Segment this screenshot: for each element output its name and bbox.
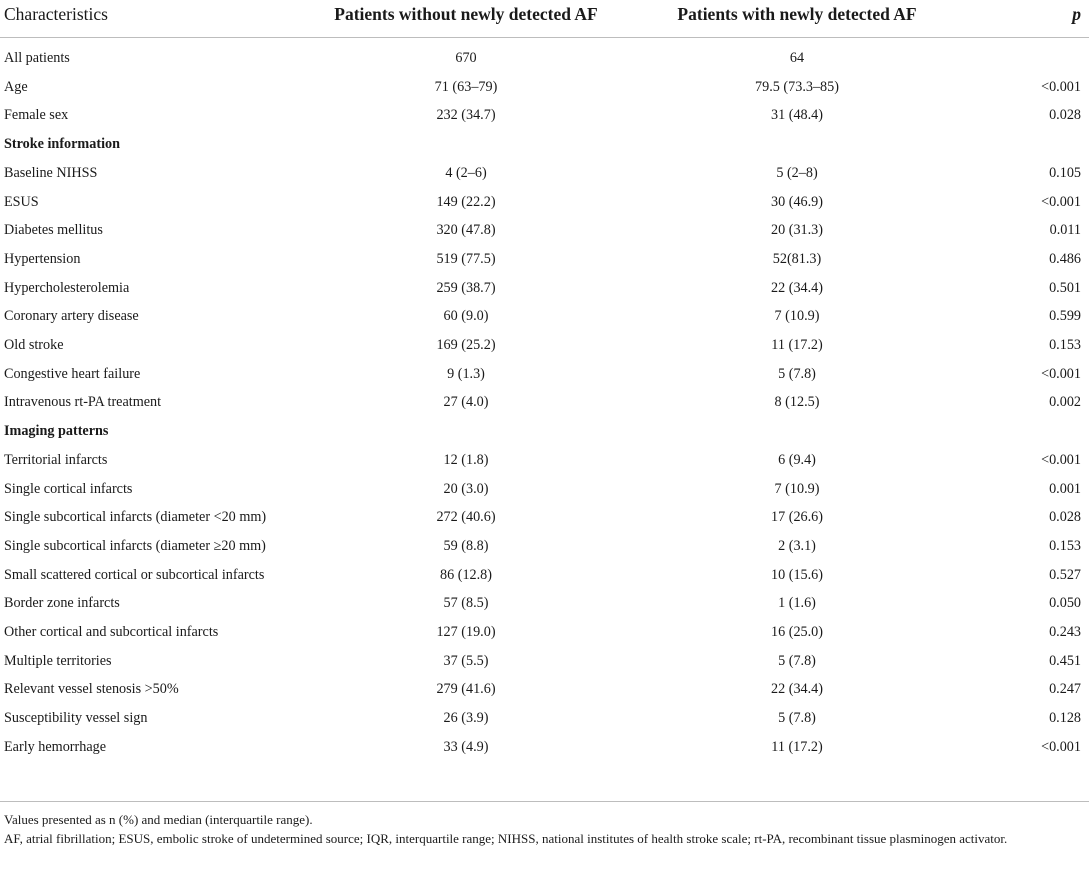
cell-with-af: 22 (34.4) <box>770 681 823 698</box>
cell-without-af: 169 (25.2) <box>436 337 496 354</box>
row-label: Congestive heart failure <box>4 365 141 382</box>
cell-with-af: 2 (3.1) <box>778 537 816 554</box>
cell-p-value: 0.247 <box>1049 681 1081 698</box>
table-row <box>0 302 1089 331</box>
table-row <box>0 274 1089 303</box>
cell-with-af: 20 (31.3) <box>770 222 823 239</box>
cell-p-value: 0.501 <box>1049 279 1081 296</box>
cell-without-af: 71 (63–79) <box>434 78 498 95</box>
table-row <box>0 216 1089 245</box>
cell-without-af: 12 (1.8) <box>443 451 489 468</box>
cell-p-value: 0.105 <box>1049 164 1081 181</box>
cell-with-af: 22 (34.4) <box>770 279 823 296</box>
cell-p-value: 0.486 <box>1049 250 1081 267</box>
cell-with-af: 5 (2–8) <box>776 164 818 181</box>
cell-without-af: 59 (8.8) <box>443 537 489 554</box>
cell-p-value: 0.011 <box>1049 222 1081 239</box>
cell-p-value: 0.527 <box>1049 566 1081 583</box>
cell-with-af: 10 (15.6) <box>770 566 823 583</box>
table-row <box>0 446 1089 475</box>
table-row <box>0 561 1089 590</box>
section-row <box>0 130 1089 159</box>
cell-with-af <box>612 130 982 159</box>
header-with-af: Patients with newly detected AF <box>612 0 982 38</box>
table-row <box>0 475 1089 504</box>
row-label: Small scattered cortical or subcortical infarcts <box>4 566 265 583</box>
table-row <box>0 38 1089 73</box>
table-row <box>0 73 1089 102</box>
cell-without-af <box>320 130 612 159</box>
cell-with-af: 17 (26.6) <box>770 509 823 526</box>
cell-with-af: 64 <box>789 50 805 66</box>
cell-p-value: 0.050 <box>1049 595 1081 612</box>
row-label: Hypertension <box>4 250 81 267</box>
cell-p-value: <0.001 <box>1041 451 1081 468</box>
row-label: Early hemorrhage <box>4 738 107 755</box>
cell-p-value: <0.001 <box>1041 78 1081 95</box>
table-body <box>0 38 1089 762</box>
table-row <box>0 360 1089 389</box>
header-without-af: Patients without newly detected AF <box>320 0 612 38</box>
cell-without-af: 519 (77.5) <box>436 250 496 267</box>
table-row <box>0 245 1089 274</box>
cell-without-af: 670 <box>455 50 477 66</box>
cell-without-af: 232 (34.7) <box>436 107 496 124</box>
table-row <box>0 704 1089 733</box>
row-label: Territorial infarcts <box>4 451 108 468</box>
row-label: Single subcortical infarcts (diameter ≥20 mm) <box>4 537 266 554</box>
row-label: Old stroke <box>4 337 64 354</box>
cell-without-af: 259 (38.7) <box>436 279 496 296</box>
cell-p-value: 0.002 <box>1049 394 1081 411</box>
table-row <box>0 532 1089 561</box>
cell-with-af: 8 (12.5) <box>774 394 820 411</box>
cell-p-value: 0.599 <box>1049 308 1081 325</box>
row-label: Female sex <box>4 107 69 124</box>
row-label: ESUS <box>4 193 39 210</box>
cell-without-af: 26 (3.9) <box>443 710 489 727</box>
table-row <box>0 503 1089 532</box>
table-footnotes <box>0 801 1089 848</box>
cell-with-af: 11 (17.2) <box>771 337 823 354</box>
cell-without-af: 20 (3.0) <box>443 480 489 497</box>
cell-with-af: 7 (10.9) <box>774 308 820 325</box>
cell-p-value: <0.001 <box>1041 738 1081 755</box>
cell-p-value <box>982 130 1089 159</box>
cell-with-af: 7 (10.9) <box>774 480 820 497</box>
row-label: Baseline NIHSS <box>4 164 98 181</box>
cell-with-af <box>612 417 982 446</box>
row-label: Diabetes mellitus <box>4 222 103 239</box>
table-row <box>0 101 1089 130</box>
table-row <box>0 733 1089 762</box>
cell-without-af <box>320 417 612 446</box>
cell-without-af: 86 (12.8) <box>439 566 492 583</box>
table-header <box>0 0 1089 38</box>
cell-p-value <box>982 417 1089 446</box>
cell-without-af: 272 (40.6) <box>436 509 496 526</box>
cell-without-af: 4 (2–6) <box>445 164 487 181</box>
row-label: Border zone infarcts <box>4 595 120 612</box>
cell-p-value <box>982 38 1089 73</box>
cell-p-value: 0.028 <box>1049 509 1081 526</box>
row-label: Single subcortical infarcts (diameter <20 mm) <box>4 509 267 526</box>
row-label: Other cortical and subcortical infarcts <box>4 624 219 641</box>
cell-with-af: 52(81.3) <box>772 250 822 267</box>
row-label: Imaging patterns <box>4 423 109 440</box>
cell-p-value: <0.001 <box>1041 193 1081 210</box>
row-label: Stroke information <box>4 136 120 153</box>
row-label: Intravenous rt-PA treatment <box>4 394 162 411</box>
table-row <box>0 388 1089 417</box>
row-label: Age <box>4 78 28 95</box>
table-row <box>0 159 1089 188</box>
table-row <box>0 647 1089 676</box>
cell-p-value: 0.153 <box>1049 537 1081 554</box>
cell-without-af: 320 (47.8) <box>436 222 496 239</box>
cell-with-af: 5 (7.8) <box>778 365 816 382</box>
footnote-abbreviations: AF, atrial fibrillation; ESUS, embolic stroke of undetermined source; IQR, interquartile range; NIHSS, national institutes of health stroke scale; rt-PA, recombinant tissue plasminogen activator. <box>4 830 1008 846</box>
row-label: Susceptibility vessel sign <box>4 710 148 727</box>
row-label: All patients <box>4 50 70 66</box>
header-p-value: p <box>982 0 1089 38</box>
row-label: Multiple territories <box>4 652 112 669</box>
cell-p-value: 0.451 <box>1049 652 1081 669</box>
cell-without-af: 33 (4.9) <box>443 738 489 755</box>
table-row <box>0 188 1089 217</box>
cell-without-af: 37 (5.5) <box>443 652 489 669</box>
cell-with-af: 5 (7.8) <box>778 652 816 669</box>
row-label: Coronary artery disease <box>4 308 139 325</box>
header-row <box>0 0 1089 38</box>
row-label: Hypercholesterolemia <box>4 279 130 296</box>
footnote-values: Values presented as n (%) and median (interquartile range). <box>4 812 313 827</box>
cell-without-af: 127 (19.0) <box>436 624 496 641</box>
cell-with-af: 5 (7.8) <box>778 710 816 727</box>
table-row <box>0 331 1089 360</box>
cell-without-af: 60 (9.0) <box>443 308 489 325</box>
cell-p-value: 0.153 <box>1049 337 1081 354</box>
cell-p-value: 0.001 <box>1049 480 1081 497</box>
cell-with-af: 31 (48.4) <box>770 107 823 124</box>
cell-p-value: <0.001 <box>1041 365 1081 382</box>
table-row <box>0 618 1089 647</box>
cell-p-value: 0.028 <box>1049 107 1081 124</box>
cell-without-af: 57 (8.5) <box>443 595 489 612</box>
table-row <box>0 589 1089 618</box>
cell-p-value: 0.243 <box>1049 624 1081 641</box>
cell-without-af: 9 (1.3) <box>447 365 485 382</box>
cell-without-af: 279 (41.6) <box>436 681 496 698</box>
table-row <box>0 675 1089 704</box>
cell-with-af: 79.5 (73.3–85) <box>755 78 839 95</box>
header-characteristics: Characteristics <box>0 0 320 38</box>
cell-with-af: 6 (9.4) <box>778 451 816 468</box>
cell-with-af: 16 (25.0) <box>770 624 823 641</box>
cell-with-af: 1 (1.6) <box>778 595 816 612</box>
cell-without-af: 27 (4.0) <box>443 394 489 411</box>
section-row <box>0 417 1089 446</box>
row-label: Single cortical infarcts <box>4 480 133 497</box>
cell-with-af: 11 (17.2) <box>771 738 823 755</box>
cell-without-af: 149 (22.2) <box>436 193 496 210</box>
cell-with-af: 30 (46.9) <box>770 193 823 210</box>
cell-p-value: 0.128 <box>1049 710 1081 727</box>
row-label: Relevant vessel stenosis >50% <box>4 681 179 698</box>
